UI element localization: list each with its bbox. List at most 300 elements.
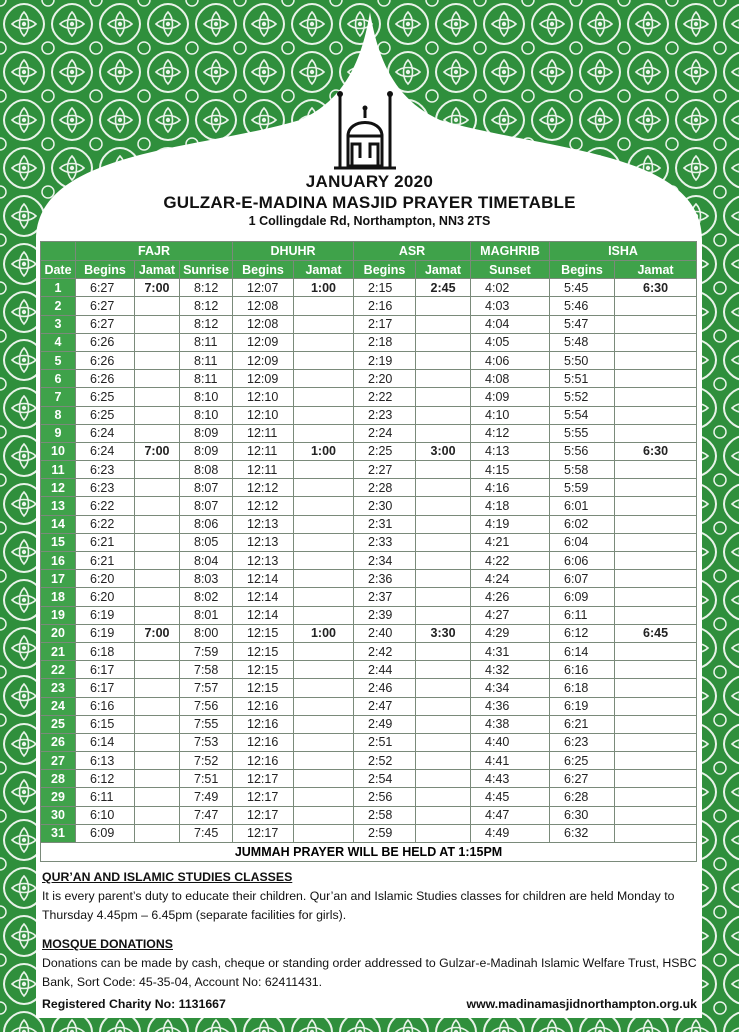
cell-asr-begins: 2:47 bbox=[354, 697, 416, 715]
cell-dhuhr-jamat bbox=[294, 806, 354, 824]
cell-date: 31 bbox=[41, 824, 76, 842]
col-asr-begins: Begins bbox=[354, 261, 416, 279]
cell-date: 26 bbox=[41, 733, 76, 751]
classes-heading: QUR’AN AND ISLAMIC STUDIES CLASSES bbox=[42, 870, 293, 884]
cell-asr-begins: 2:33 bbox=[354, 533, 416, 551]
cell-sunrise: 8:07 bbox=[180, 479, 233, 497]
cell-dhuhr-begins: 12:11 bbox=[233, 424, 294, 442]
table-row bbox=[41, 406, 697, 424]
column-header-row bbox=[41, 261, 697, 279]
cell-sunset: 4:45 bbox=[471, 788, 550, 806]
cell-fajr-jamat bbox=[135, 497, 180, 515]
cell-sunset: 4:24 bbox=[471, 570, 550, 588]
table-row bbox=[41, 733, 697, 751]
table-row bbox=[41, 806, 697, 824]
cell-sunrise: 7:58 bbox=[180, 661, 233, 679]
cell-asr-begins: 2:20 bbox=[354, 370, 416, 388]
cell-date: 29 bbox=[41, 788, 76, 806]
table-row bbox=[41, 315, 697, 333]
table-row bbox=[41, 642, 697, 660]
cell-isha-begins: 5:56 bbox=[550, 442, 615, 460]
cell-fajr-begins: 6:23 bbox=[76, 479, 135, 497]
cell-sunrise: 7:52 bbox=[180, 752, 233, 770]
cell-dhuhr-jamat bbox=[294, 424, 354, 442]
cell-isha-begins: 6:04 bbox=[550, 533, 615, 551]
cell-fajr-begins: 6:14 bbox=[76, 733, 135, 751]
cell-isha-jamat bbox=[615, 461, 697, 479]
cell-dhuhr-begins: 12:16 bbox=[233, 715, 294, 733]
table-row bbox=[41, 333, 697, 351]
cell-date: 11 bbox=[41, 461, 76, 479]
cell-sunset: 4:43 bbox=[471, 770, 550, 788]
cell-dhuhr-jamat bbox=[294, 533, 354, 551]
cell-isha-jamat bbox=[615, 824, 697, 842]
cell-fajr-jamat bbox=[135, 297, 180, 315]
charity-number: Registered Charity No: 1131667 bbox=[42, 997, 226, 1011]
cell-isha-begins: 6:07 bbox=[550, 570, 615, 588]
cell-sunrise: 8:05 bbox=[180, 533, 233, 551]
table-row bbox=[41, 424, 697, 442]
cell-sunset: 4:13 bbox=[471, 442, 550, 460]
cell-fajr-jamat bbox=[135, 588, 180, 606]
cell-isha-jamat bbox=[615, 642, 697, 660]
cell-dhuhr-jamat bbox=[294, 770, 354, 788]
cell-isha-begins: 6:16 bbox=[550, 661, 615, 679]
jummah-notice: JUMMAH PRAYER WILL BE HELD AT 1:15PM bbox=[41, 843, 697, 862]
cell-dhuhr-jamat bbox=[294, 479, 354, 497]
cell-isha-jamat bbox=[615, 752, 697, 770]
cell-dhuhr-jamat bbox=[294, 406, 354, 424]
cell-fajr-jamat bbox=[135, 697, 180, 715]
cell-asr-begins: 2:58 bbox=[354, 806, 416, 824]
cell-fajr-jamat bbox=[135, 479, 180, 497]
cell-sunrise: 8:10 bbox=[180, 406, 233, 424]
cell-dhuhr-jamat bbox=[294, 370, 354, 388]
cell-isha-jamat bbox=[615, 424, 697, 442]
cell-sunrise: 8:01 bbox=[180, 606, 233, 624]
cell-fajr-begins: 6:21 bbox=[76, 533, 135, 551]
cell-isha-jamat bbox=[615, 351, 697, 369]
cell-fajr-jamat bbox=[135, 570, 180, 588]
cell-asr-begins: 2:40 bbox=[354, 624, 416, 642]
cell-sunrise: 7:47 bbox=[180, 806, 233, 824]
cell-dhuhr-jamat bbox=[294, 606, 354, 624]
cell-asr-jamat bbox=[416, 297, 471, 315]
cell-asr-begins: 2:49 bbox=[354, 715, 416, 733]
table-row bbox=[41, 570, 697, 588]
cell-dhuhr-jamat bbox=[294, 679, 354, 697]
cell-dhuhr-begins: 12:15 bbox=[233, 624, 294, 642]
donations-heading: MOSQUE DONATIONS bbox=[42, 937, 173, 951]
cell-fajr-jamat bbox=[135, 333, 180, 351]
cell-fajr-begins: 6:26 bbox=[76, 333, 135, 351]
cell-isha-begins: 5:52 bbox=[550, 388, 615, 406]
cell-isha-jamat: 6:45 bbox=[615, 624, 697, 642]
group-maghrib: MAGHRIB bbox=[471, 242, 550, 261]
table-row bbox=[41, 788, 697, 806]
cell-fajr-begins: 6:20 bbox=[76, 570, 135, 588]
cell-asr-jamat bbox=[416, 752, 471, 770]
cell-dhuhr-jamat bbox=[294, 461, 354, 479]
cell-fajr-jamat bbox=[135, 788, 180, 806]
cell-fajr-begins: 6:13 bbox=[76, 752, 135, 770]
cell-asr-begins: 2:39 bbox=[354, 606, 416, 624]
cell-sunrise: 8:11 bbox=[180, 351, 233, 369]
cell-date: 9 bbox=[41, 424, 76, 442]
cell-asr-begins: 2:30 bbox=[354, 497, 416, 515]
col-isha-jamat: Jamat bbox=[615, 261, 697, 279]
cell-isha-begins: 6:02 bbox=[550, 515, 615, 533]
table-row bbox=[41, 679, 697, 697]
cell-dhuhr-jamat bbox=[294, 661, 354, 679]
cell-dhuhr-jamat: 1:00 bbox=[294, 442, 354, 460]
cell-isha-jamat bbox=[615, 606, 697, 624]
cell-dhuhr-begins: 12:16 bbox=[233, 752, 294, 770]
cell-asr-jamat bbox=[416, 770, 471, 788]
cell-fajr-jamat: 7:00 bbox=[135, 442, 180, 460]
cell-isha-jamat bbox=[615, 333, 697, 351]
cell-date: 4 bbox=[41, 333, 76, 351]
cell-isha-jamat bbox=[615, 479, 697, 497]
cell-dhuhr-begins: 12:16 bbox=[233, 733, 294, 751]
col-sunrise: Sunrise bbox=[180, 261, 233, 279]
cell-dhuhr-begins: 12:16 bbox=[233, 697, 294, 715]
cell-date: 15 bbox=[41, 533, 76, 551]
table-row bbox=[41, 624, 697, 642]
cell-isha-begins: 5:54 bbox=[550, 406, 615, 424]
cell-isha-begins: 6:06 bbox=[550, 552, 615, 570]
cell-isha-jamat bbox=[615, 315, 697, 333]
cell-fajr-begins: 6:18 bbox=[76, 642, 135, 660]
cell-isha-begins: 6:21 bbox=[550, 715, 615, 733]
cell-dhuhr-begins: 12:10 bbox=[233, 388, 294, 406]
cell-isha-begins: 5:55 bbox=[550, 424, 615, 442]
cell-date: 16 bbox=[41, 552, 76, 570]
cell-asr-begins: 2:17 bbox=[354, 315, 416, 333]
cell-isha-begins: 5:51 bbox=[550, 370, 615, 388]
cell-sunset: 4:41 bbox=[471, 752, 550, 770]
cell-isha-jamat bbox=[615, 297, 697, 315]
cell-dhuhr-begins: 12:14 bbox=[233, 570, 294, 588]
cell-sunset: 4:19 bbox=[471, 515, 550, 533]
cell-asr-begins: 2:34 bbox=[354, 552, 416, 570]
cell-sunrise: 7:56 bbox=[180, 697, 233, 715]
cell-asr-jamat bbox=[416, 333, 471, 351]
cell-dhuhr-jamat bbox=[294, 824, 354, 842]
table-row bbox=[41, 697, 697, 715]
cell-asr-jamat bbox=[416, 715, 471, 733]
table-row bbox=[41, 533, 697, 551]
cell-asr-jamat bbox=[416, 388, 471, 406]
cell-fajr-begins: 6:23 bbox=[76, 461, 135, 479]
cell-isha-jamat bbox=[615, 515, 697, 533]
cell-fajr-jamat bbox=[135, 806, 180, 824]
cell-asr-begins: 2:18 bbox=[354, 333, 416, 351]
cell-sunset: 4:05 bbox=[471, 333, 550, 351]
cell-asr-begins: 2:24 bbox=[354, 424, 416, 442]
cell-fajr-jamat bbox=[135, 515, 180, 533]
cell-fajr-jamat bbox=[135, 824, 180, 842]
cell-asr-jamat bbox=[416, 806, 471, 824]
cell-asr-begins: 2:28 bbox=[354, 479, 416, 497]
cell-sunrise: 7:51 bbox=[180, 770, 233, 788]
cell-fajr-begins: 6:22 bbox=[76, 515, 135, 533]
cell-date: 27 bbox=[41, 752, 76, 770]
cell-isha-begins: 6:25 bbox=[550, 752, 615, 770]
cell-dhuhr-begins: 12:11 bbox=[233, 461, 294, 479]
table-row bbox=[41, 479, 697, 497]
mosque-logo-icon bbox=[330, 88, 410, 176]
cell-date: 24 bbox=[41, 697, 76, 715]
cell-sunset: 4:15 bbox=[471, 461, 550, 479]
cell-date: 23 bbox=[41, 679, 76, 697]
cell-asr-jamat: 3:00 bbox=[416, 442, 471, 460]
cell-asr-begins: 2:42 bbox=[354, 642, 416, 660]
cell-isha-jamat bbox=[615, 533, 697, 551]
cell-sunrise: 7:53 bbox=[180, 733, 233, 751]
group-dhuhr: DHUHR bbox=[233, 242, 354, 261]
cell-date: 14 bbox=[41, 515, 76, 533]
table-row bbox=[41, 351, 697, 369]
cell-fajr-begins: 6:20 bbox=[76, 588, 135, 606]
table-row bbox=[41, 515, 697, 533]
cell-isha-jamat bbox=[615, 370, 697, 388]
classes-text: It is every parent’s duty to educate their children. Qur’an and Islamic Studies classes for children are held Monday to Thursday 4.45pm – 6.45pm (separate facilities for girls). bbox=[42, 889, 675, 922]
cell-asr-jamat bbox=[416, 406, 471, 424]
cell-dhuhr-jamat bbox=[294, 315, 354, 333]
cell-sunrise: 8:09 bbox=[180, 424, 233, 442]
cell-fajr-begins: 6:27 bbox=[76, 297, 135, 315]
cell-asr-jamat bbox=[416, 533, 471, 551]
cell-asr-begins: 2:31 bbox=[354, 515, 416, 533]
cell-date: 8 bbox=[41, 406, 76, 424]
cell-sunset: 4:10 bbox=[471, 406, 550, 424]
cell-dhuhr-jamat bbox=[294, 515, 354, 533]
cell-sunrise: 8:12 bbox=[180, 279, 233, 297]
cell-dhuhr-begins: 12:17 bbox=[233, 824, 294, 842]
cell-sunrise: 8:11 bbox=[180, 333, 233, 351]
cell-sunset: 4:18 bbox=[471, 497, 550, 515]
cell-isha-jamat bbox=[615, 661, 697, 679]
cell-sunset: 4:29 bbox=[471, 624, 550, 642]
cell-date: 13 bbox=[41, 497, 76, 515]
cell-isha-jamat bbox=[615, 406, 697, 424]
cell-asr-begins: 2:51 bbox=[354, 733, 416, 751]
cell-dhuhr-begins: 12:12 bbox=[233, 497, 294, 515]
cell-date: 6 bbox=[41, 370, 76, 388]
cell-fajr-begins: 6:10 bbox=[76, 806, 135, 824]
cell-dhuhr-begins: 12:17 bbox=[233, 806, 294, 824]
cell-sunset: 4:12 bbox=[471, 424, 550, 442]
cell-dhuhr-jamat bbox=[294, 351, 354, 369]
cell-fajr-begins: 6:17 bbox=[76, 679, 135, 697]
cell-sunset: 4:27 bbox=[471, 606, 550, 624]
cell-fajr-begins: 6:12 bbox=[76, 770, 135, 788]
cell-asr-jamat bbox=[416, 788, 471, 806]
cell-dhuhr-begins: 12:14 bbox=[233, 606, 294, 624]
cell-date: 21 bbox=[41, 642, 76, 660]
cell-isha-jamat bbox=[615, 806, 697, 824]
cell-isha-begins: 6:19 bbox=[550, 697, 615, 715]
cell-asr-begins: 2:23 bbox=[354, 406, 416, 424]
cell-isha-jamat bbox=[615, 788, 697, 806]
cell-asr-begins: 2:52 bbox=[354, 752, 416, 770]
cell-dhuhr-jamat bbox=[294, 552, 354, 570]
cell-isha-jamat bbox=[615, 552, 697, 570]
cell-sunset: 4:36 bbox=[471, 697, 550, 715]
cell-dhuhr-jamat bbox=[294, 715, 354, 733]
cell-fajr-jamat bbox=[135, 606, 180, 624]
donations-text: Donations can be made by cash, cheque or standing order addressed to Gulzar-e-Madinah Islamic Welfare Trust, HSBC Bank, Sort Code: 45-35-04, Account No: 62411431. bbox=[42, 956, 697, 989]
cell-asr-begins: 2:44 bbox=[354, 661, 416, 679]
cell-fajr-begins: 6:25 bbox=[76, 406, 135, 424]
table-row bbox=[41, 370, 697, 388]
cell-sunset: 4:03 bbox=[471, 297, 550, 315]
group-header-row bbox=[41, 242, 697, 261]
cell-asr-begins: 2:56 bbox=[354, 788, 416, 806]
group-fajr: FAJR bbox=[76, 242, 233, 261]
cell-sunrise: 8:00 bbox=[180, 624, 233, 642]
cell-isha-begins: 6:14 bbox=[550, 642, 615, 660]
cell-isha-begins: 6:12 bbox=[550, 624, 615, 642]
page-title: JANUARY 2020 bbox=[305, 172, 434, 191]
cell-dhuhr-jamat bbox=[294, 333, 354, 351]
cell-isha-begins: 6:28 bbox=[550, 788, 615, 806]
cell-asr-jamat bbox=[416, 606, 471, 624]
cell-sunset: 4:26 bbox=[471, 588, 550, 606]
cell-asr-begins: 2:37 bbox=[354, 588, 416, 606]
cell-sunset: 4:47 bbox=[471, 806, 550, 824]
website-link[interactable]: www.madinamasjidnorthampton.org.uk bbox=[466, 997, 697, 1011]
cell-sunrise: 7:57 bbox=[180, 679, 233, 697]
cell-isha-jamat bbox=[615, 715, 697, 733]
cell-sunset: 4:40 bbox=[471, 733, 550, 751]
cell-isha-begins: 5:45 bbox=[550, 279, 615, 297]
cell-sunrise: 8:08 bbox=[180, 461, 233, 479]
cell-isha-begins: 6:30 bbox=[550, 806, 615, 824]
cell-isha-jamat bbox=[615, 697, 697, 715]
cell-sunrise: 8:02 bbox=[180, 588, 233, 606]
cell-date: 7 bbox=[41, 388, 76, 406]
address: 1 Collingdale Rd, Northampton, NN3 2TS bbox=[248, 214, 491, 228]
cell-fajr-begins: 6:26 bbox=[76, 351, 135, 369]
cell-dhuhr-begins: 12:11 bbox=[233, 442, 294, 460]
cell-asr-jamat bbox=[416, 461, 471, 479]
cell-sunset: 4:38 bbox=[471, 715, 550, 733]
table-row bbox=[41, 297, 697, 315]
cell-fajr-begins: 6:22 bbox=[76, 497, 135, 515]
cell-dhuhr-begins: 12:15 bbox=[233, 679, 294, 697]
cell-sunrise: 8:07 bbox=[180, 497, 233, 515]
cell-asr-jamat bbox=[416, 424, 471, 442]
cell-asr-jamat bbox=[416, 370, 471, 388]
cell-asr-begins: 2:19 bbox=[354, 351, 416, 369]
cell-fajr-jamat bbox=[135, 552, 180, 570]
cell-sunset: 4:06 bbox=[471, 351, 550, 369]
cell-fajr-begins: 6:24 bbox=[76, 442, 135, 460]
cell-fajr-jamat bbox=[135, 679, 180, 697]
cell-sunset: 4:49 bbox=[471, 824, 550, 842]
cell-fajr-jamat bbox=[135, 370, 180, 388]
cell-isha-jamat bbox=[615, 497, 697, 515]
cell-dhuhr-jamat: 1:00 bbox=[294, 279, 354, 297]
cell-asr-jamat bbox=[416, 733, 471, 751]
cell-dhuhr-begins: 12:12 bbox=[233, 479, 294, 497]
cell-dhuhr-jamat bbox=[294, 570, 354, 588]
cell-date: 3 bbox=[41, 315, 76, 333]
cell-isha-jamat bbox=[615, 770, 697, 788]
cell-dhuhr-begins: 12:17 bbox=[233, 770, 294, 788]
cell-date: 20 bbox=[41, 624, 76, 642]
group-isha: ISHA bbox=[550, 242, 697, 261]
cell-sunrise: 8:03 bbox=[180, 570, 233, 588]
table-row bbox=[41, 661, 697, 679]
cell-sunrise: 8:12 bbox=[180, 297, 233, 315]
cell-sunset: 4:16 bbox=[471, 479, 550, 497]
cell-sunrise: 8:06 bbox=[180, 515, 233, 533]
prayer-timetable bbox=[40, 241, 697, 862]
cell-date: 5 bbox=[41, 351, 76, 369]
cell-sunset: 4:32 bbox=[471, 661, 550, 679]
cell-asr-jamat bbox=[416, 351, 471, 369]
cell-asr-jamat bbox=[416, 661, 471, 679]
cell-dhuhr-begins: 12:07 bbox=[233, 279, 294, 297]
cell-asr-jamat bbox=[416, 570, 471, 588]
cell-sunrise: 8:12 bbox=[180, 315, 233, 333]
cell-fajr-jamat: 7:00 bbox=[135, 279, 180, 297]
cell-asr-jamat bbox=[416, 697, 471, 715]
cell-dhuhr-jamat bbox=[294, 642, 354, 660]
cell-sunrise: 7:49 bbox=[180, 788, 233, 806]
cell-asr-jamat bbox=[416, 642, 471, 660]
cell-dhuhr-jamat bbox=[294, 497, 354, 515]
cell-sunset: 4:02 bbox=[471, 279, 550, 297]
cell-asr-jamat bbox=[416, 315, 471, 333]
table-row bbox=[41, 715, 697, 733]
cell-dhuhr-jamat bbox=[294, 297, 354, 315]
cell-fajr-jamat bbox=[135, 315, 180, 333]
info-section bbox=[42, 862, 697, 992]
cell-date: 2 bbox=[41, 297, 76, 315]
table-row bbox=[41, 552, 697, 570]
cell-isha-begins: 5:47 bbox=[550, 315, 615, 333]
cell-asr-jamat: 3:30 bbox=[416, 624, 471, 642]
col-sunset: Sunset bbox=[471, 261, 550, 279]
cell-isha-begins: 5:46 bbox=[550, 297, 615, 315]
cell-dhuhr-begins: 12:09 bbox=[233, 351, 294, 369]
cell-isha-jamat bbox=[615, 588, 697, 606]
cell-dhuhr-begins: 12:15 bbox=[233, 661, 294, 679]
cell-fajr-begins: 6:25 bbox=[76, 388, 135, 406]
col-dhuhr-begins: Begins bbox=[233, 261, 294, 279]
cell-sunset: 4:04 bbox=[471, 315, 550, 333]
cell-dhuhr-jamat: 1:00 bbox=[294, 624, 354, 642]
cell-asr-begins: 2:36 bbox=[354, 570, 416, 588]
table-row bbox=[41, 588, 697, 606]
table-row bbox=[41, 388, 697, 406]
cell-sunrise: 8:11 bbox=[180, 370, 233, 388]
cell-sunrise: 8:04 bbox=[180, 552, 233, 570]
cell-sunrise: 8:09 bbox=[180, 442, 233, 460]
cell-asr-begins: 2:27 bbox=[354, 461, 416, 479]
cell-isha-jamat: 6:30 bbox=[615, 442, 697, 460]
cell-isha-begins: 6:27 bbox=[550, 770, 615, 788]
group-asr: ASR bbox=[354, 242, 471, 261]
cell-isha-begins: 5:50 bbox=[550, 351, 615, 369]
cell-dhuhr-begins: 12:09 bbox=[233, 370, 294, 388]
col-fajr-jamat: Jamat bbox=[135, 261, 180, 279]
cell-fajr-begins: 6:24 bbox=[76, 424, 135, 442]
